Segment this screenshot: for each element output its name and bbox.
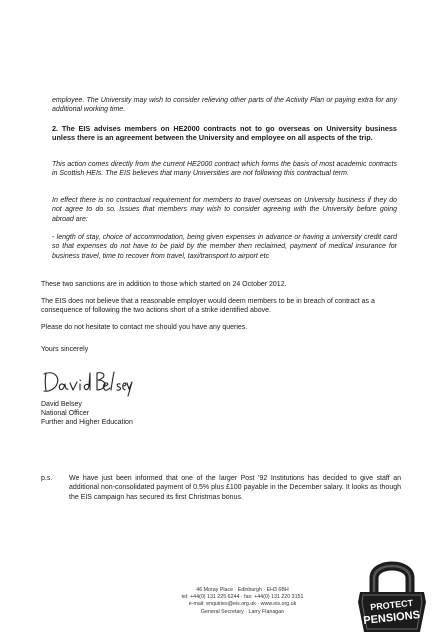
footer-general-secretary: General Secretary · Larry Flanagan xyxy=(200,608,285,615)
postscript-label: p.s. xyxy=(41,475,53,482)
badge-line-2: PENSIONS xyxy=(362,609,421,627)
protect-pensions-padlock-badge xyxy=(352,556,432,636)
issues-list-paragraph: - length of stay, choice of accommodation, being given expenses in advance or having a university credit card so that expenses do not have to be paid by the member then reclaimed, payment of medical insurance for business travel, time to recover from travel, taxi/transport to airport etc xyxy=(52,234,397,260)
footer-phone: tel: +44(0) 131 225 6244 · fax: +44(0) 131 220 3151 xyxy=(181,594,304,601)
reasonable-employer-paragraph: The EIS does not believe that a reasonable employer would deem members to be in breach of contract as a consequence of following the two actions short of a strike identified above. xyxy=(41,298,375,315)
handwritten-signature xyxy=(40,365,135,397)
contact-paragraph: Please do not hesitate to contact me should you have any queries. xyxy=(41,324,248,331)
postscript-text: We have just been informed that one of the larger Post '92 Institutions has decided to give staff an additional non-consolidated payment of 0.5% plus £100 payable in the December salary. It looks as though the EIS campaign has secured its first Christmas bonus. xyxy=(69,475,401,501)
signer-name: David Belsey xyxy=(41,401,82,408)
closing-salutation: Yours sincerely xyxy=(41,346,89,353)
badge-line-1: PROTECT xyxy=(369,597,414,613)
signer-department: Further and Higher Education xyxy=(41,419,133,426)
contract-paragraph: This action comes directly from the current HE2000 contract which forms the basis of most academic contracts in Scottish HEIs. The EIS believes that many Universities are not following this contractual term. xyxy=(52,161,397,178)
footer-contact: e-mail: enquiries@eis.org.uk · www.eis.org.uk xyxy=(188,601,297,608)
intro-paragraph: employee. The University may wish to consider relieving other parts of the Activity Plan or paying extra for any additional working time. xyxy=(52,97,397,114)
signer-title: National Officer xyxy=(41,410,90,417)
footer-address: 46 Moray Place · Edinburgh · EH3 6BH xyxy=(196,587,289,593)
no-requirement-paragraph: In effect there is no contractual requirement for members to travel overseas on University business if they do not agree to do so. Issues that members may wish to consider agreeing with the University before going abroad are: xyxy=(52,197,397,223)
sanctions-paragraph: These two sanctions are in addition to those which started on 24 October 2012. xyxy=(41,281,287,288)
sanction-2-heading: 2. The EIS advises members on HE2000 contracts not to go overseas on University business unless there is an agreement between the University and employee on all aspects of the trip. xyxy=(52,124,397,143)
letterhead-footer xyxy=(130,587,355,616)
